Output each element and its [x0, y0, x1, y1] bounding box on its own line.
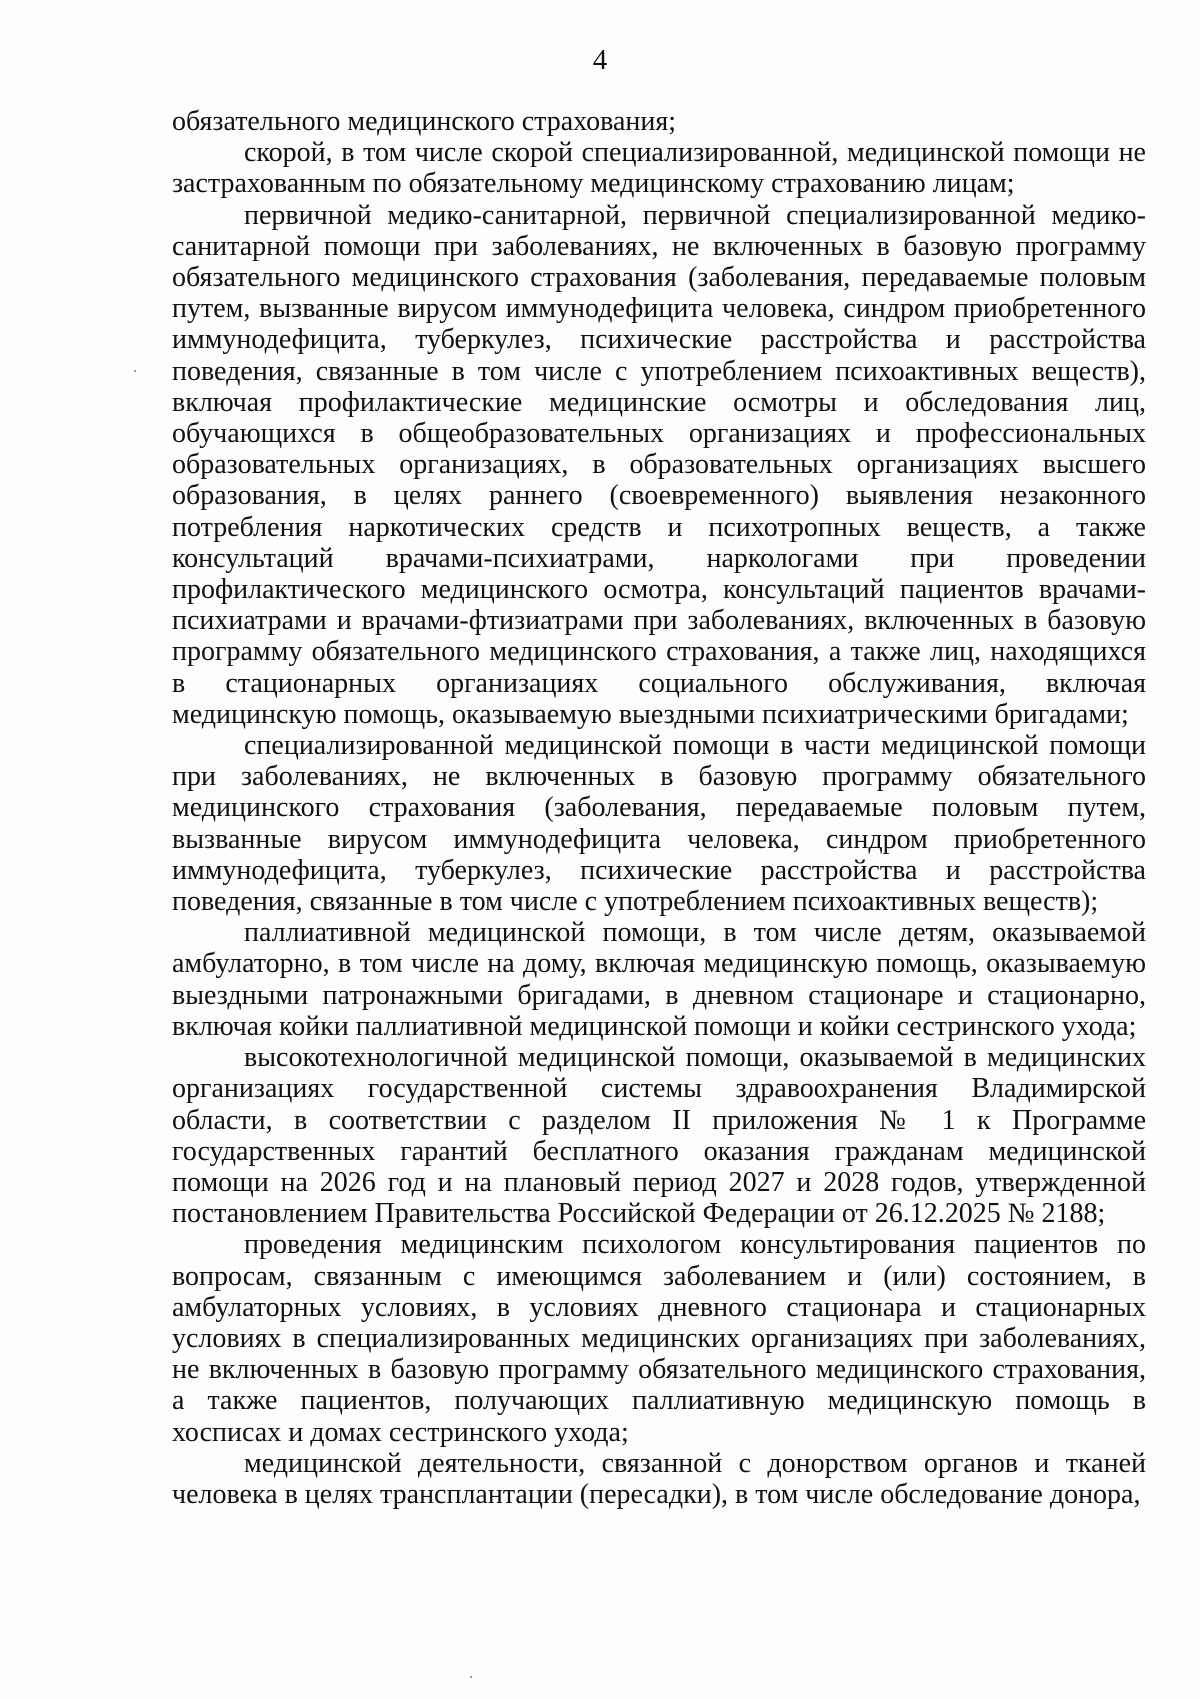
paragraph-6: высокотехнологичной медицинской помощи, оказываемой в медицинских организациях государственной системы здравоохранения Владимирской области, в соответствии с разделом II приложения № 1 к Программе государственных гарантий бесплатного оказания гражданам медицинской помощи на 2026 год и на плановый период 2027 и 2028 годов, утвержденной постановлением Правительства Российской Федерации от 26.12.2025 № 2188; [172, 1042, 1146, 1230]
paragraph-7: проведения медицинским психологом консультирования пациентов по вопросам, связанным с имеющимся заболеванием и (или) состоянием, в амбулаторных условиях, в условиях дневного стационара и стационарных условиях в специализированных медицинских организациях при заболеваниях, не включенных в базовую программу обязательного медицинского страхования, а также пациентов, получающих паллиативную медицинскую помощь в хосписах и домах сестринского ухода; [172, 1229, 1146, 1448]
paragraph-8: медицинской деятельности, связанной с донорством органов и тканей человека в целях трансплантации (пересадки), в том числе обследование донора, [172, 1447, 1146, 1510]
paragraph-1: обязательного медицинского страхования; [172, 106, 676, 137]
paragraph-3: первичной медико-санитарной, первичной специализированной медико-санитарной помощи при заболеваниях, не включенных в базовую программу обязательного медицинского страхования (заболевания, передаваемые половым путем, вызванные вирусом иммунодефицита человека, синдром приобретенного иммунодефицита, туберкулез, психические расстройства и расстройства поведения, связанные в том числе с употреблением психоактивных веществ), включая профилактические медицинские осмотры и обследования лиц, обучающихся в общеобразовательных организациях и профессиональных образовательных организациях, в образовательных организациях высшего образования, в целях раннего (своевременного) выявления незаконного потребления наркотических средств и психотропных веществ, а также консультаций врачами-психиатрами, наркологами при проведении профилактического медицинского осмотра, консультаций пациентов врачами-психиатрами и врачами-фтизиатрами при заболеваниях, включенных в базовую программу обязательного медицинского страхования, а также лиц, находящихся в стационарных организациях социального обслуживания, включая медицинскую помощь, оказываемую выездными психиатрическими бригадами; [172, 199, 1146, 730]
document-body [172, 106, 1146, 1510]
page-number: 4 [592, 44, 608, 76]
scan-speck [470, 1676, 472, 1678]
paragraph-2: скорой, в том числе скорой специализированной, медицинской помощи не застрахованным по обязательному медицинскому страхованию лицам; [172, 137, 1146, 200]
paragraph-4: специализированной медицинской помощи в части медицинской помощи при заболеваниях, не включенных в базовую программу обязательного медицинского страхования (заболевания, передаваемые половым путем, вызванные вирусом иммунодефицита человека, синдром приобретенного иммунодефицита, туберкулез, психические расстройства и расстройства поведения, связанные в том числе с употреблением психоактивных веществ); [172, 730, 1146, 918]
scan-speck [134, 370, 136, 372]
paragraph-5: паллиативной медицинской помощи, в том числе детям, оказываемой амбулаторно, в том числе на дому, включая медицинскую помощь, оказываемую выездными патронажными бригадами, в дневном стационаре и стационарно, включая койки паллиативной медицинской помощи и койки сестринского ухода; [172, 917, 1146, 1042]
